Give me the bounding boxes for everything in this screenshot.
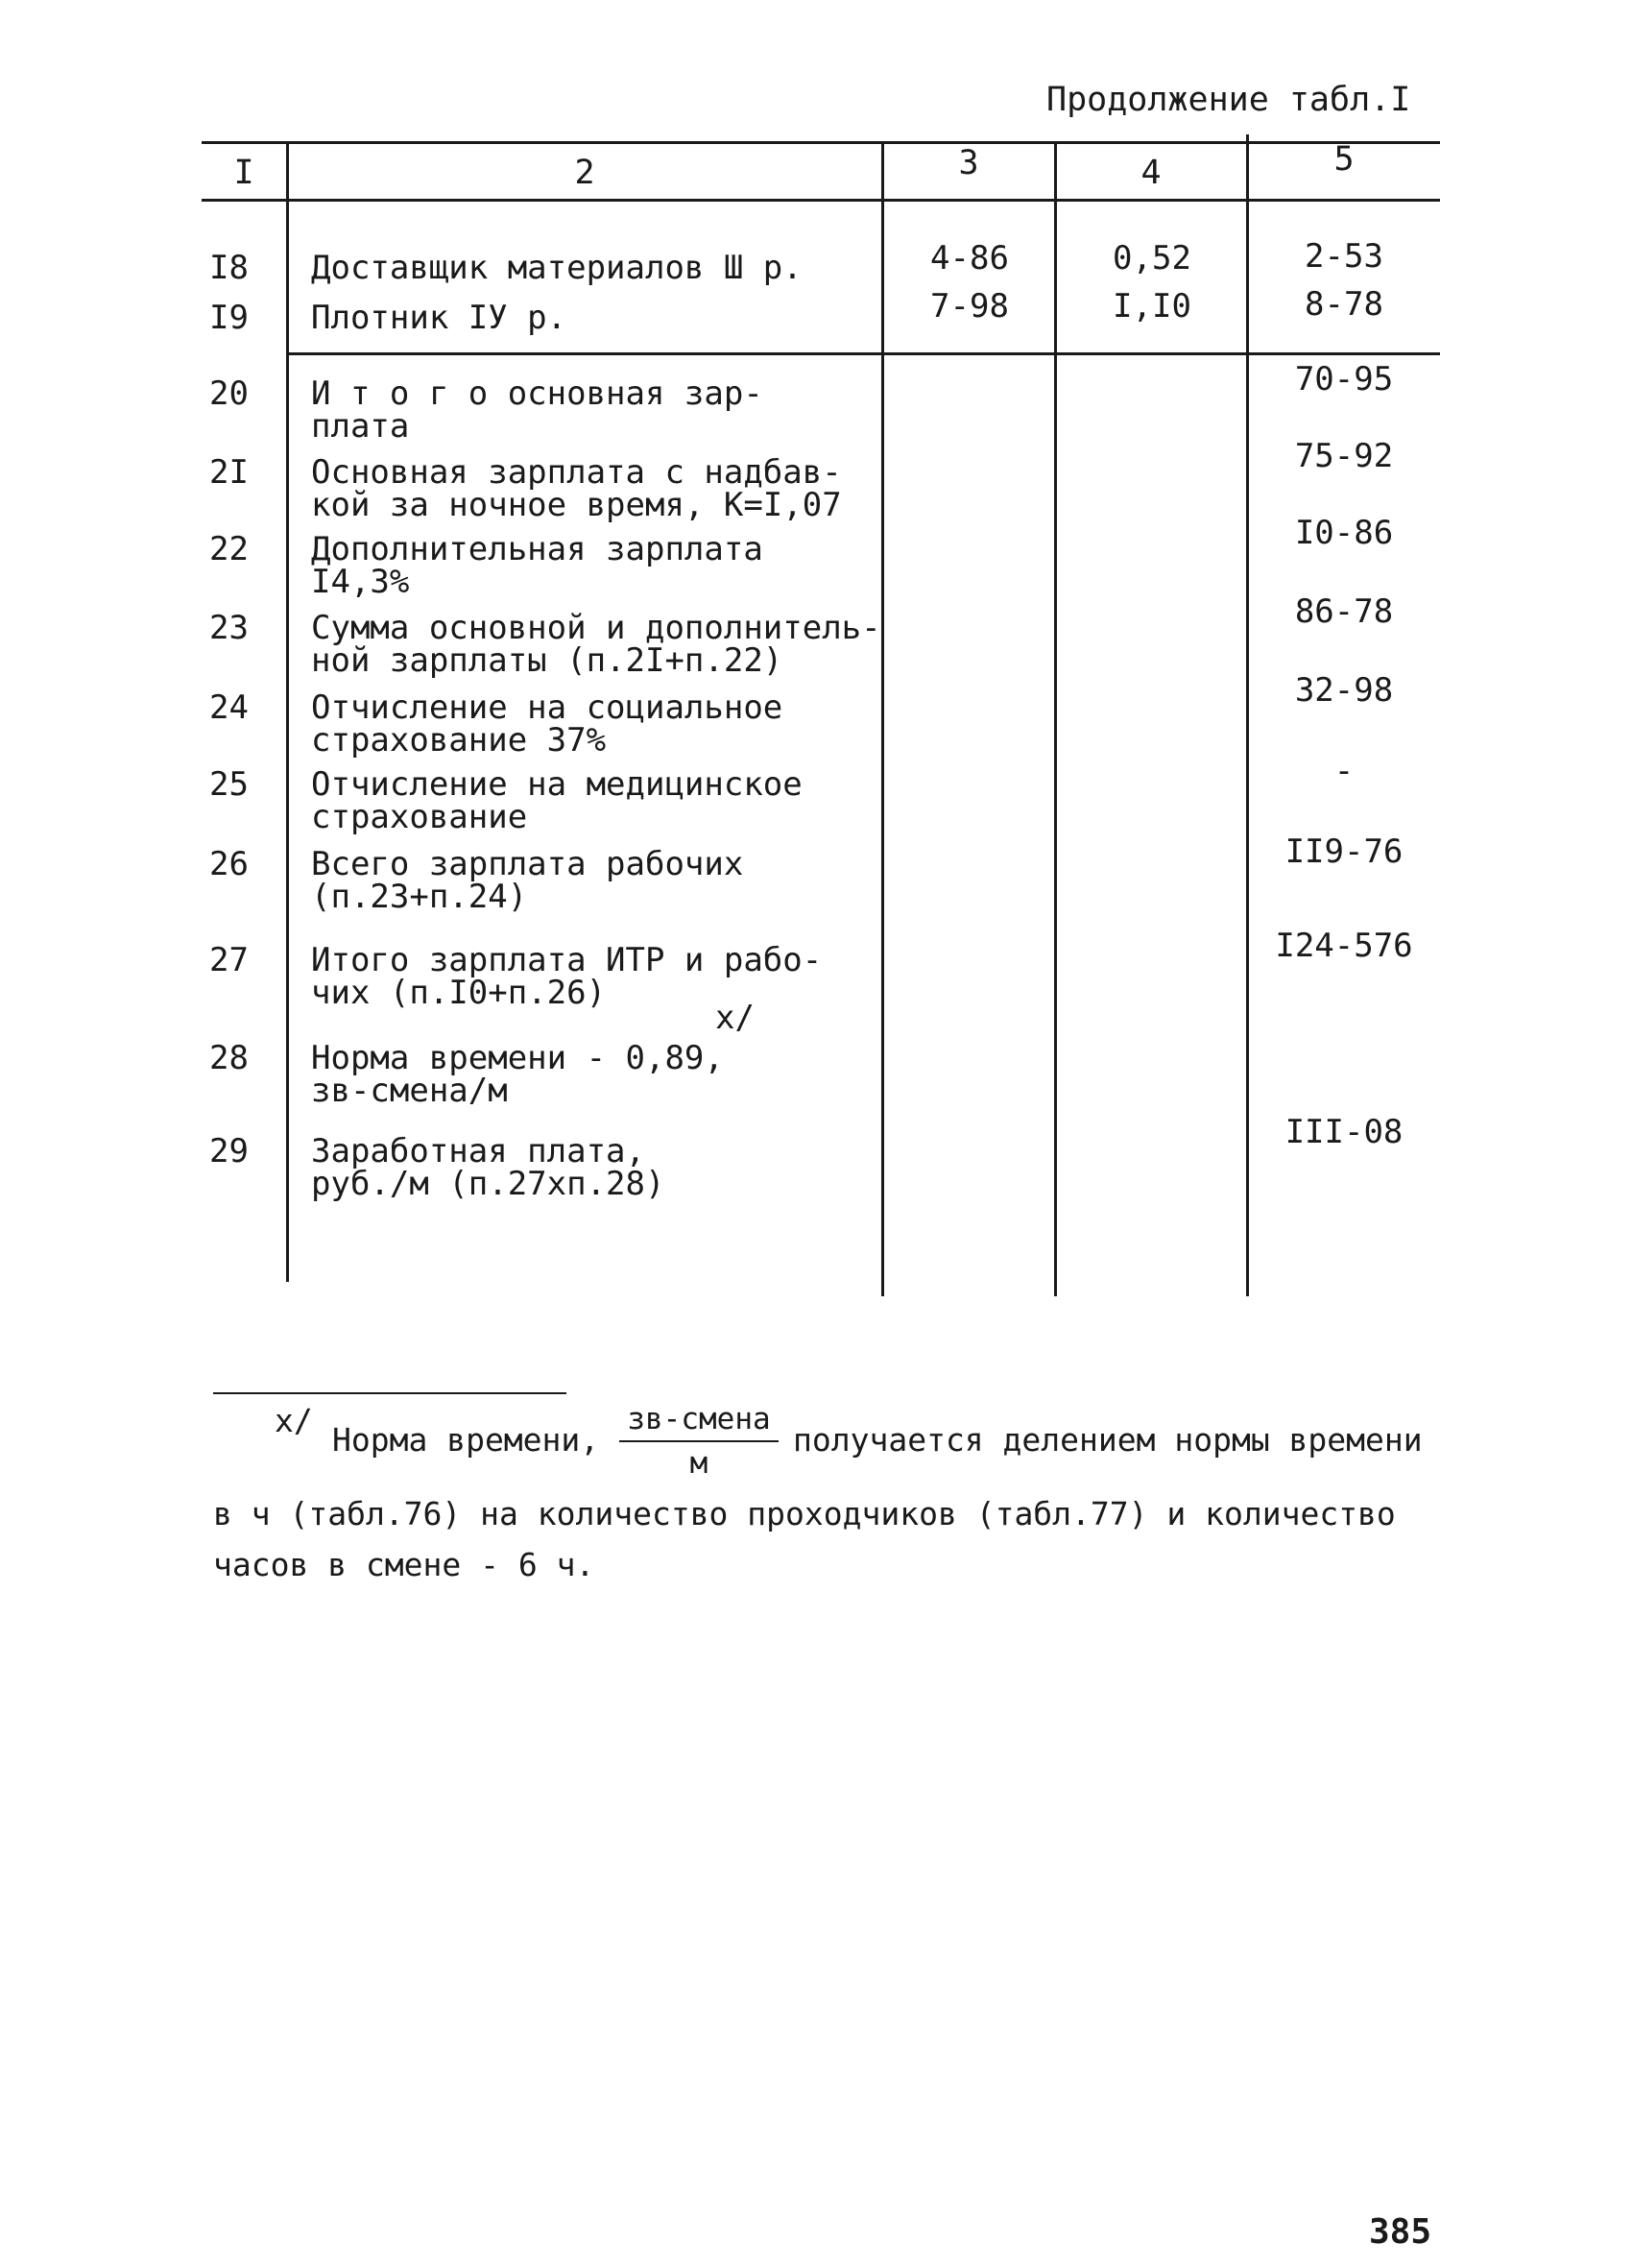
table-row-desc: Основная зарплата с надбав- кой за ночное время, К=I,07 xyxy=(311,453,842,524)
row28-footnote-marker: x/ xyxy=(715,999,755,1037)
table-row-col5: II9-76 xyxy=(1284,832,1404,871)
group-divider-rule xyxy=(288,352,1440,355)
footnote-line-3: часов в смене - 6 ч. xyxy=(213,1546,595,1583)
footnote-fraction-denominator: м xyxy=(689,1446,708,1481)
footnote-marker: x/ xyxy=(275,1402,313,1439)
continuation-title: Продолжение табл.I xyxy=(1046,81,1411,119)
table-row-desc: Дополнительная зарплата I4,3% xyxy=(311,530,763,601)
table-row-desc: Всего зарплата рабочих (п.23+п.24) xyxy=(311,845,744,916)
table-row-col3: 4-86 xyxy=(930,239,1009,277)
table-row-desc: Норма времени - 0,89, зв-смена/м xyxy=(311,1039,724,1110)
table-row-col5: - xyxy=(1333,752,1355,790)
table-row-num: I8 xyxy=(209,249,249,287)
header-col-3: 3 xyxy=(958,144,979,182)
footnote-separator xyxy=(213,1392,566,1394)
footnote-rest: получается делением нормы времени xyxy=(793,1421,1423,1459)
table-row-num: 20 xyxy=(209,374,249,413)
table-row-num: 22 xyxy=(209,530,249,568)
table-row-desc: Отчисление на медицинское страхование xyxy=(311,765,803,836)
table-row-num: I9 xyxy=(209,299,249,337)
table-row-col3: 7-98 xyxy=(930,287,1009,326)
table-row-desc: Доставщик материалов Ш р. xyxy=(311,249,803,287)
footnote-line-2: в ч (табл.76) на количество проходчиков (табл.77) и количество xyxy=(213,1495,1396,1532)
table-row-col5: 8-78 xyxy=(1305,285,1383,324)
table-row-desc: Плотник IУ р. xyxy=(311,299,567,337)
table-row-col5: 70-95 xyxy=(1294,360,1394,398)
column-divider-1 xyxy=(286,144,289,1282)
table-row-desc: Отчисление на социальное страхование 37% xyxy=(311,688,783,760)
fraction-bar xyxy=(619,1440,779,1442)
table-row-num: 28 xyxy=(209,1039,249,1077)
header-col-1: I xyxy=(233,154,254,192)
table-row-num: 2I xyxy=(209,453,249,492)
table-row-num: 26 xyxy=(209,845,249,883)
table-row-col5: I24-576 xyxy=(1275,927,1413,965)
table-row-col5: I0-86 xyxy=(1294,514,1394,552)
table-row-num: 23 xyxy=(209,609,249,647)
table-row-num: 25 xyxy=(209,765,249,804)
table-row-col5: III-08 xyxy=(1284,1113,1404,1151)
page-number: 385 xyxy=(1369,2212,1432,2252)
footnote-lead: Норма времени, xyxy=(332,1421,600,1459)
table-row-col4: I,I0 xyxy=(1113,287,1191,326)
table-row-num: 27 xyxy=(209,941,249,979)
table-row-col5: 32-98 xyxy=(1294,671,1394,710)
table-row-col5: 2-53 xyxy=(1305,237,1383,276)
table-row-desc: Итого зарплата ИТР и рабо- чих (п.I0+п.26) xyxy=(311,941,823,1012)
header-bottom-rule xyxy=(202,199,1440,202)
header-col-5: 5 xyxy=(1333,140,1355,179)
table-row-desc: Сумма основной и дополнитель- ной зарплаты (п.2I+п.22) xyxy=(311,609,881,680)
table-row-col4: 0,52 xyxy=(1113,239,1191,277)
table-row-desc: Заработная плата, руб./м (п.27хп.28) xyxy=(311,1132,665,1203)
header-col-4: 4 xyxy=(1140,154,1162,192)
table-row-num: 24 xyxy=(209,688,249,727)
table-row-col5: 86-78 xyxy=(1294,592,1394,631)
table-row-col5: 75-92 xyxy=(1294,437,1394,475)
table-row-desc: И т о г о основная зар- плата xyxy=(311,374,763,446)
footnote-fraction-numerator: зв-смена xyxy=(627,1402,771,1436)
table-row-num: 29 xyxy=(209,1132,249,1170)
header-col-2: 2 xyxy=(574,154,595,192)
